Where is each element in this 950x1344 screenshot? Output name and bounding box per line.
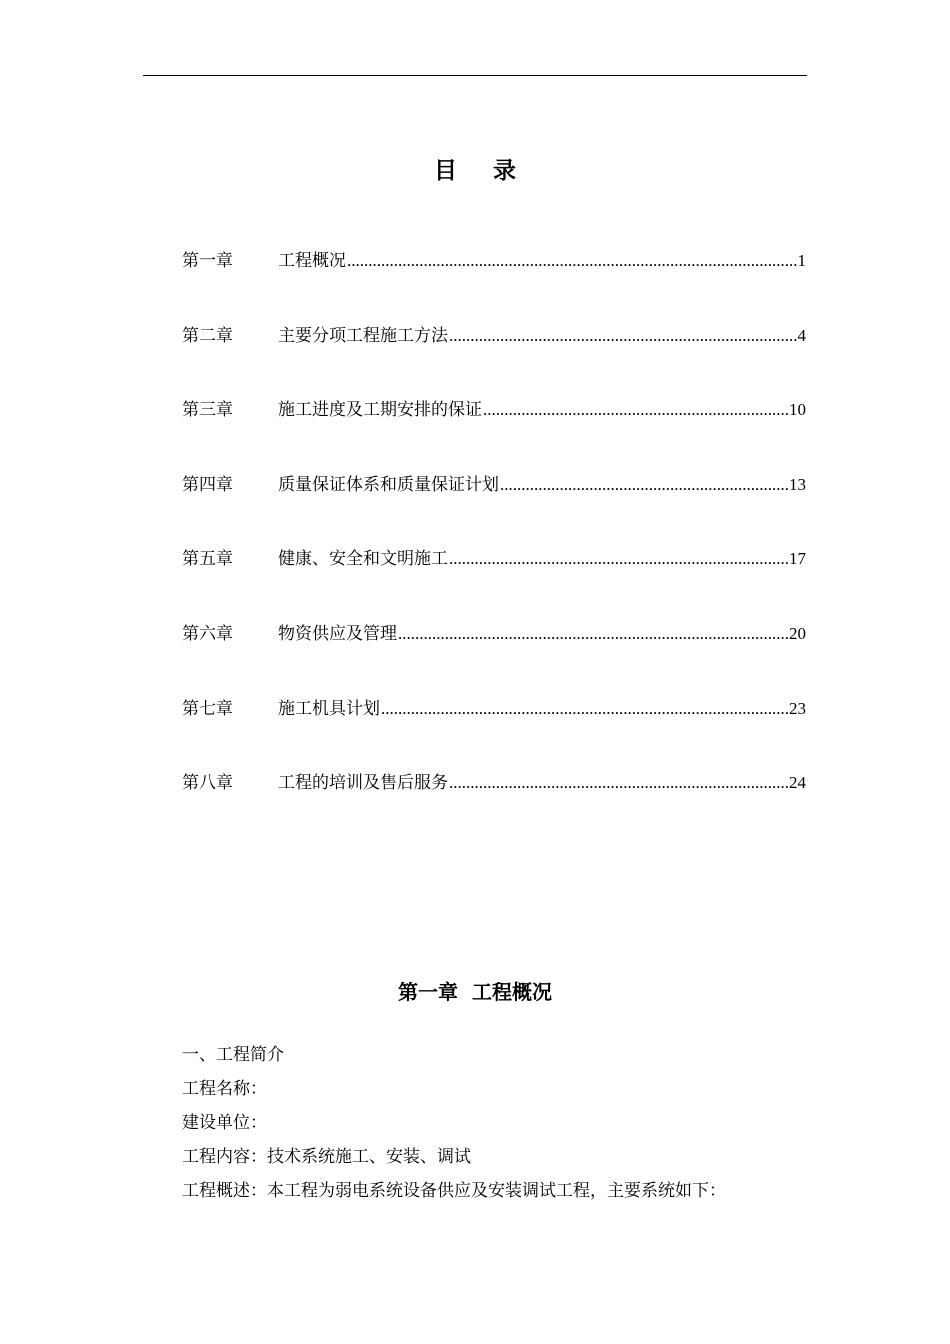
toc-dot-leader (380, 692, 789, 726)
toc-item[interactable] (182, 542, 806, 617)
section-heading: 一、工程简介 (182, 1045, 284, 1065)
toc-page-number: 24 (789, 773, 806, 793)
toc-title: 目 录 (433, 157, 530, 184)
toc-page-number: 17 (789, 549, 806, 569)
toc-dot-leader (448, 319, 798, 353)
toc-chapter-number: 第四章 (182, 474, 233, 495)
project-overview-line: 工程概述：本工程为弱电系统设备供应及安装调试工程，主要系统如下： (182, 1181, 726, 1201)
toc-item[interactable] (182, 468, 806, 543)
toc-item[interactable] (182, 319, 806, 394)
table-of-contents (182, 244, 806, 841)
toc-entry-title: 施工机具计划 (278, 698, 380, 719)
toc-dot-leader (482, 393, 789, 427)
project-name-line: 工程名称： (182, 1079, 267, 1099)
toc-entry-title: 质量保证体系和质量保证计划 (278, 474, 499, 495)
builder-line: 建设单位： (182, 1113, 267, 1133)
header-rule (143, 75, 807, 76)
toc-chapter-number: 第八章 (182, 773, 233, 794)
toc-entry-title: 健康、安全和文明施工 (278, 549, 448, 570)
toc-dot-leader (448, 766, 789, 800)
toc-page-number: 4 (797, 325, 806, 345)
toc-item[interactable] (182, 244, 806, 319)
toc-chapter-number: 第二章 (182, 325, 233, 346)
toc-chapter-number: 第一章 (182, 251, 233, 271)
project-content-line: 工程内容：技术系统施工、安装、调试 (182, 1147, 471, 1167)
toc-entry-title: 工程概况 (278, 251, 346, 271)
toc-chapter-number: 第七章 (182, 698, 233, 719)
toc-item[interactable] (182, 617, 806, 692)
toc-item[interactable] (182, 393, 806, 468)
chapter-heading: 第一章 工程概况 (398, 980, 552, 1004)
toc-page-number: 13 (789, 474, 806, 494)
toc-dot-leader (448, 542, 789, 576)
toc-item[interactable] (182, 692, 806, 767)
toc-entry-title: 工程的培训及售后服务 (278, 773, 448, 794)
toc-chapter-number: 第六章 (182, 623, 233, 644)
chapter-body (182, 1038, 822, 1208)
toc-entry-title: 物资供应及管理 (278, 623, 397, 644)
toc-dot-leader (499, 468, 789, 502)
toc-page-number: 10 (789, 400, 806, 420)
toc-dot-leader (397, 617, 789, 651)
toc-chapter-number: 第三章 (182, 400, 233, 421)
toc-entry-title: 主要分项工程施工方法 (278, 325, 448, 346)
toc-page-number: 20 (789, 623, 806, 643)
toc-dot-leader (346, 244, 798, 278)
toc-entry-title: 施工进度及工期安排的保证 (278, 400, 482, 421)
toc-page-number: 1 (797, 251, 806, 270)
toc-chapter-number: 第五章 (182, 549, 233, 570)
toc-item[interactable] (182, 766, 806, 841)
toc-page-number: 23 (789, 698, 806, 718)
